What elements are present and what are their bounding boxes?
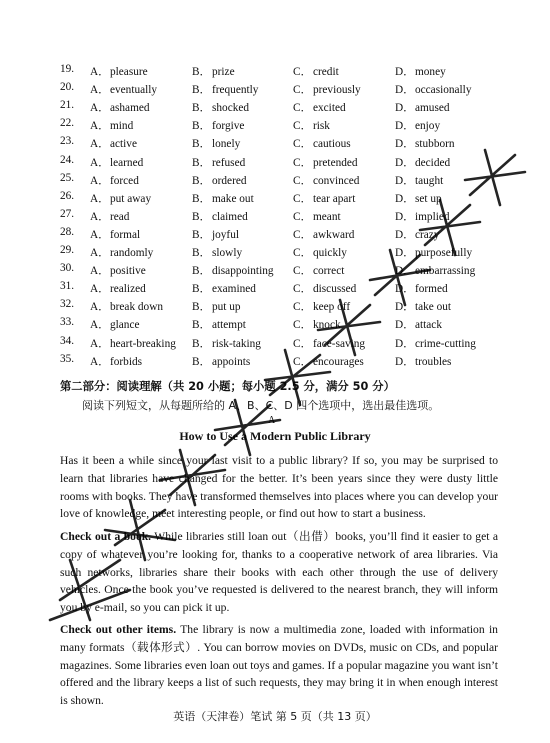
option-text: pretended — [313, 156, 358, 169]
option-text: claimed — [212, 210, 248, 223]
question-number: 27. — [60, 207, 75, 220]
paragraph-3 — [60, 621, 498, 710]
option-letter: B． — [192, 138, 211, 151]
question-number: 24. — [60, 153, 75, 166]
option-d — [395, 262, 475, 278]
option-letter: C． — [293, 283, 312, 296]
question-number: 31. — [60, 280, 75, 293]
option-letter: C． — [293, 84, 312, 97]
option-letter: B． — [192, 319, 211, 332]
option-text: tear apart — [313, 192, 356, 205]
option-text: prize — [212, 66, 235, 78]
option-letter: B． — [192, 265, 211, 278]
passage-title: How to Use a Modern Public Library — [179, 429, 371, 443]
option-text: set up — [415, 192, 442, 205]
option-text: knock — [313, 319, 341, 332]
option-c — [293, 244, 347, 260]
option-b — [192, 298, 241, 314]
option-text: face-saving — [313, 337, 366, 350]
option-c — [293, 135, 351, 151]
option-b — [192, 335, 261, 351]
option-b — [192, 117, 244, 133]
option-letter: D． — [395, 192, 415, 205]
option-text: examined — [212, 283, 256, 296]
option-letter: A． — [90, 337, 110, 350]
option-b — [192, 63, 235, 79]
option-letter: A． — [90, 66, 110, 78]
option-text: forgive — [212, 120, 245, 133]
option-b — [192, 172, 247, 188]
option-text: read — [110, 210, 130, 223]
question-number: 23. — [60, 135, 75, 148]
page-footer: 英语（天津卷）笔试 第 5 页（共 13 页） — [173, 710, 377, 723]
option-text: troubles — [415, 355, 452, 368]
paragraph-text: While libraries still loan out（出借）books, you’ll find it easier to get a copy of whatever you’re looking for, thanks to a cooperative network of area libraries. Via such networks, libraries share their books with each other through the use of delivery vehicles. Once the book you’ve requested is delivered to the nearest branch, they will inform you by e-mail, so you can pick it up. — [60, 530, 499, 615]
option-d — [395, 244, 472, 260]
option-letter: B． — [192, 120, 211, 133]
option-letter: D． — [395, 138, 415, 151]
option-letter: A． — [90, 84, 110, 97]
option-d — [395, 190, 442, 206]
option-b — [192, 154, 245, 170]
paragraph-1: Has it been a while since your last visit to a public library? If so, you may be surprised to learn that libraries have changed for the better. It’s been years since they were dusty little rooms with books. They have transformed themselves into places where you can develop your love of knowledge, meet interesting people, or find out how to start a business. — [60, 454, 498, 521]
option-b — [192, 208, 248, 224]
option-text: put up — [212, 301, 241, 314]
option-a — [90, 208, 129, 224]
option-text: formal — [110, 228, 141, 241]
option-letter: A． — [90, 192, 110, 205]
option-a — [90, 154, 143, 170]
option-letter: C． — [293, 120, 312, 133]
option-c — [293, 63, 339, 79]
option-letter: A． — [90, 156, 110, 169]
option-letter: D． — [395, 102, 415, 115]
option-letter: D． — [395, 355, 415, 368]
option-letter: C． — [293, 319, 312, 332]
option-a — [90, 335, 176, 351]
question-number: 35. — [60, 352, 75, 365]
option-letter: D． — [395, 265, 415, 278]
option-b — [192, 316, 246, 332]
option-c — [293, 154, 358, 170]
question-number: 25. — [60, 171, 75, 184]
paragraph-heading: Check out other items. — [60, 623, 177, 636]
option-letter: D． — [395, 283, 415, 296]
option-letter: A． — [90, 301, 110, 314]
option-letter: D． — [395, 66, 415, 78]
option-text: convinced — [313, 174, 360, 187]
option-c — [293, 316, 341, 332]
option-letter: C． — [293, 265, 312, 278]
option-letter: D． — [395, 210, 415, 223]
option-letter: D． — [395, 84, 415, 97]
question-number: 29. — [60, 244, 75, 256]
option-text: credit — [313, 66, 339, 78]
passage-letter: A — [268, 415, 276, 426]
question-number: 21. — [60, 99, 75, 112]
option-a — [90, 63, 148, 79]
option-text: enjoy — [415, 120, 441, 133]
option-letter: B． — [192, 355, 211, 368]
option-a — [90, 244, 153, 260]
option-text: meant — [313, 210, 341, 223]
option-c — [293, 298, 350, 314]
option-letter: A． — [90, 138, 110, 151]
option-c — [293, 208, 341, 224]
option-text: attack — [415, 319, 442, 332]
option-a — [90, 353, 142, 369]
option-text: frequently — [212, 84, 259, 97]
option-b — [192, 190, 254, 206]
paragraph-text: The library is now a multimedia zone, loaded with information in many formats（载体形式）. You can borrow movies on DVDs, music on CDs, and popular magazines. Some libraries even loan out toys and games. If a popular magazine you want isn’t offered and the library keeps a list of such requests, they may bring it in when enough interest is shown. — [60, 623, 498, 708]
option-letter: A． — [90, 210, 110, 223]
option-text: quickly — [313, 247, 347, 259]
question-number: 26. — [60, 189, 75, 202]
option-letter: B． — [192, 66, 211, 78]
option-a — [90, 99, 150, 115]
option-text: joyful — [212, 228, 239, 241]
paragraph-2 — [60, 528, 498, 617]
paragraph-heading: Check out a book. — [60, 530, 152, 543]
option-d — [395, 117, 440, 133]
option-letter: A． — [90, 174, 110, 187]
option-c — [293, 335, 365, 351]
option-letter: D． — [395, 337, 415, 350]
option-letter: C． — [293, 192, 312, 205]
option-text: keep off — [313, 301, 351, 314]
option-d — [395, 63, 446, 79]
question-number: 34. — [60, 334, 75, 347]
option-text: discussed — [313, 283, 357, 296]
option-d — [395, 135, 455, 151]
option-text: previously — [313, 84, 361, 97]
option-a — [90, 135, 137, 151]
option-text: ashamed — [110, 102, 150, 115]
option-b — [192, 353, 250, 369]
option-d — [395, 172, 443, 188]
option-text: heart-breaking — [110, 337, 176, 350]
option-text: crime-cutting — [415, 337, 476, 350]
option-a — [90, 262, 146, 278]
option-b — [192, 262, 274, 278]
option-text: embarrassing — [415, 265, 476, 278]
option-b — [192, 226, 239, 242]
option-c — [293, 226, 354, 242]
question-number: 20. — [60, 81, 75, 94]
option-text: put away — [110, 192, 152, 205]
option-b — [192, 99, 249, 115]
option-text: implied — [415, 210, 450, 223]
option-letter: C． — [293, 247, 312, 259]
option-letter: C． — [293, 102, 312, 115]
option-text: glance — [110, 319, 140, 332]
option-letter: D． — [395, 228, 415, 241]
option-text: take out — [415, 301, 452, 314]
option-c — [293, 353, 364, 369]
option-a — [90, 298, 163, 314]
option-d — [395, 99, 450, 115]
option-text: correct — [313, 265, 345, 278]
option-d — [395, 208, 450, 224]
question-number: 28. — [60, 225, 75, 238]
option-b — [192, 280, 256, 296]
option-text: active — [110, 138, 137, 151]
option-text: mind — [110, 120, 134, 133]
option-d — [395, 81, 471, 97]
option-b — [192, 135, 240, 151]
section-heading: 第二部分：阅读理解（共 20 小题；每小题 2.5 分，满分 50 分） — [60, 380, 395, 393]
option-letter: B． — [192, 84, 211, 97]
option-letter: B． — [192, 174, 211, 187]
option-letter: A． — [90, 102, 110, 115]
option-d — [395, 298, 451, 314]
option-text: break down — [110, 301, 164, 314]
option-d — [395, 335, 476, 351]
option-a — [90, 172, 139, 188]
option-text: eventually — [110, 84, 158, 97]
option-letter: D． — [395, 319, 415, 332]
option-d — [395, 353, 451, 369]
option-text: forbids — [110, 355, 143, 368]
option-letter: C． — [293, 301, 312, 314]
option-letter: A． — [90, 228, 110, 241]
option-letter: D． — [395, 120, 415, 133]
option-letter: D． — [395, 301, 415, 314]
option-text: shocked — [212, 102, 250, 115]
option-d — [395, 226, 439, 242]
instructions: 阅读下列短文，从每题所给的 A、B、C、D 四个选项中，选出最佳选项。 — [82, 399, 440, 412]
option-text: crazy — [415, 228, 440, 241]
option-text: forced — [110, 174, 139, 187]
option-text: lonely — [212, 138, 241, 151]
option-text: pleasure — [110, 66, 148, 78]
option-letter: C． — [293, 138, 312, 151]
option-b — [192, 244, 242, 260]
question-number: 22. — [60, 117, 75, 130]
option-c — [293, 99, 346, 115]
option-letter: C． — [293, 355, 312, 368]
option-letter: A． — [90, 355, 110, 368]
option-text: learned — [110, 156, 144, 169]
option-letter: B． — [192, 337, 211, 350]
option-letter: D． — [395, 247, 415, 259]
option-d — [395, 154, 450, 170]
option-letter: D． — [395, 156, 415, 169]
question-number: 32. — [60, 298, 75, 311]
option-text: refused — [212, 156, 246, 169]
option-text: awkward — [313, 228, 355, 241]
option-letter: B． — [192, 156, 211, 169]
option-text: randomly — [110, 247, 154, 259]
option-text: taught — [415, 174, 444, 187]
option-letter: A． — [90, 265, 110, 278]
option-text: ordered — [212, 174, 247, 187]
option-letter: B． — [192, 283, 211, 296]
option-a — [90, 81, 157, 97]
option-text: make out — [212, 192, 254, 205]
option-letter: D． — [395, 174, 415, 187]
option-letter: A． — [90, 283, 110, 296]
option-text: occasionally — [415, 84, 472, 97]
option-letter: B． — [192, 247, 211, 259]
option-letter: C． — [293, 156, 312, 169]
option-text: excited — [313, 102, 346, 115]
option-a — [90, 280, 146, 296]
option-letter: A． — [90, 319, 110, 332]
option-letter: C． — [293, 337, 312, 350]
option-letter: B． — [192, 228, 211, 241]
option-a — [90, 117, 133, 133]
option-text: stubborn — [415, 138, 455, 151]
option-text: appoints — [212, 355, 251, 368]
option-text: risk — [313, 120, 330, 133]
option-text: amused — [415, 102, 450, 115]
option-text: risk-taking — [212, 337, 261, 350]
option-a — [90, 226, 140, 242]
option-text: attempt — [212, 319, 246, 332]
option-letter: C． — [293, 174, 312, 187]
option-text: positive — [110, 265, 146, 278]
option-a — [90, 316, 139, 332]
option-letter: B． — [192, 301, 211, 314]
option-text: money — [415, 66, 446, 78]
question-number: 33. — [60, 316, 75, 329]
option-text: disappointing — [212, 265, 274, 278]
option-c — [293, 117, 330, 133]
option-a — [90, 190, 151, 206]
option-letter: A． — [90, 120, 110, 133]
option-text: encourages — [313, 355, 364, 368]
option-letter: C． — [293, 210, 312, 223]
question-number: 30. — [60, 262, 75, 275]
option-text: realized — [110, 283, 146, 296]
option-c — [293, 172, 359, 188]
option-c — [293, 190, 355, 206]
option-text: decided — [415, 156, 451, 169]
option-d — [395, 280, 448, 296]
option-letter: B． — [192, 210, 211, 223]
option-c — [293, 280, 356, 296]
option-text: slowly — [212, 247, 243, 259]
option-letter: C． — [293, 66, 312, 78]
option-c — [293, 262, 344, 278]
option-letter: B． — [192, 102, 211, 115]
option-b — [192, 81, 258, 97]
option-d — [395, 316, 442, 332]
option-text: cautious — [313, 138, 351, 151]
option-letter: C． — [293, 228, 312, 241]
option-c — [293, 81, 361, 97]
question-number: 19. — [60, 63, 75, 75]
option-text: purposefully — [415, 247, 473, 259]
option-text: formed — [415, 283, 448, 296]
option-letter: A． — [90, 247, 110, 259]
option-letter: B． — [192, 192, 211, 205]
